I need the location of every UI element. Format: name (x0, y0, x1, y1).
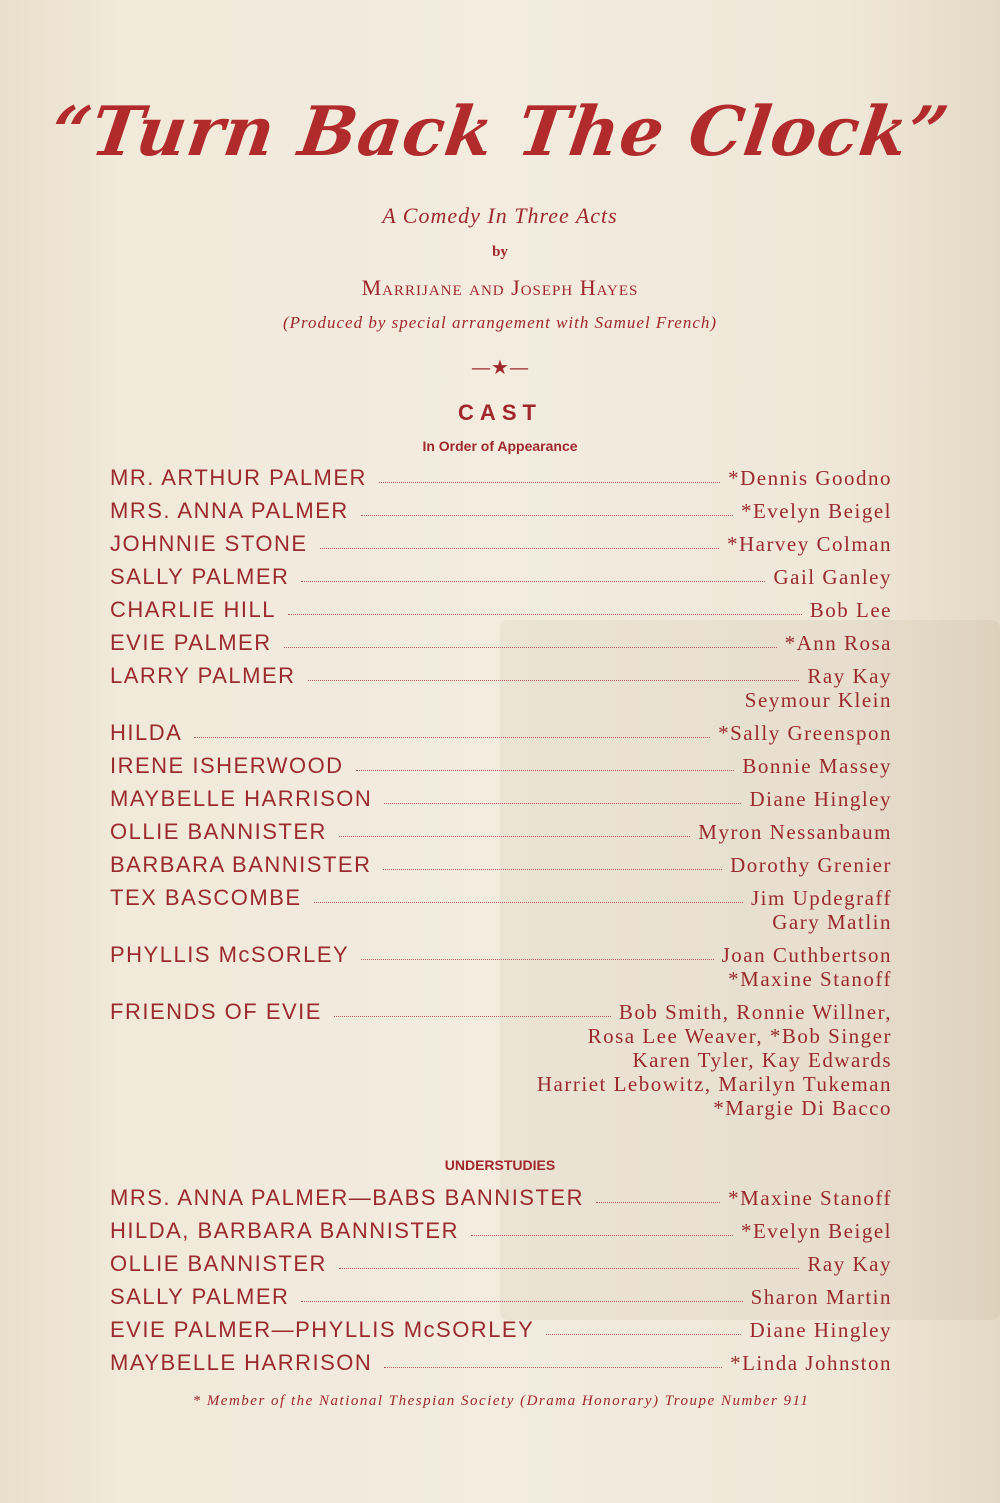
dotted-leader (361, 515, 733, 516)
row-line (110, 753, 892, 786)
row-line (110, 465, 892, 498)
dotted-leader (339, 836, 690, 837)
additional-actor: Rosa Lee Weaver, *Bob Singer (587, 1024, 892, 1048)
row-line (110, 1350, 892, 1383)
cast-heading: CAST (458, 400, 542, 425)
row-line (110, 1218, 892, 1251)
cast-row (110, 663, 892, 712)
dotted-leader (320, 548, 719, 549)
arrangement-note: (Produced by special arrangement with Samuel French) (282, 313, 718, 332)
cast-row (110, 597, 892, 630)
cast-row (110, 498, 892, 531)
dotted-leader (284, 647, 777, 648)
play-subtitle: A Comedy In Three Acts (382, 203, 618, 228)
dotted-leader (288, 614, 802, 615)
row-line (110, 1317, 892, 1350)
role-name: MRS. ANNA PALMER (110, 498, 349, 523)
cast-row (110, 942, 892, 991)
star-divider: —★— (471, 355, 529, 379)
understudy-row (110, 1251, 892, 1284)
role-name: SALLY PALMER (110, 564, 290, 589)
actor-name: Gail Ganley (773, 565, 892, 589)
actor-name: *Harvey Colman (726, 532, 892, 556)
row-line (110, 1185, 892, 1218)
understudy-list (110, 1185, 892, 1383)
actor-name: Ray Kay (807, 1252, 892, 1276)
understudy-row (110, 1317, 892, 1350)
cast-row (110, 786, 892, 819)
dotted-leader (301, 581, 765, 582)
role-name: MAYBELLE HARRISON (110, 1350, 373, 1375)
by-label: by (492, 244, 508, 260)
row-line (110, 597, 892, 630)
actor-name: Diane Hingley (749, 787, 892, 811)
actor-name: Jim Updegraff (751, 886, 892, 910)
dotted-leader (383, 869, 722, 870)
role-name: LARRY PALMER (110, 663, 296, 688)
role-name: EVIE PALMER (110, 630, 272, 655)
role-name: FRIENDS OF EVIE (110, 999, 322, 1024)
cast-row (110, 819, 892, 852)
actor-name: *Evelyn Beigel (740, 499, 892, 523)
role-name: MAYBELLE HARRISON (110, 786, 373, 811)
role-name: JOHNNIE STONE (110, 531, 308, 556)
dotted-leader (546, 1334, 741, 1335)
actor-name: Myron Nessanbaum (698, 820, 892, 844)
actor-name: Joan Cuthbertson (721, 943, 892, 967)
understudy-row (110, 1350, 892, 1383)
role-name: MRS. ANNA PALMER—BABS BANNISTER (110, 1185, 584, 1210)
order-heading: In Order of Appearance (422, 438, 578, 454)
actor-name: *Sally Greenspon (718, 721, 892, 745)
actor-name: Bob Smith, Ronnie Willner, (618, 1000, 892, 1024)
cast-row (110, 630, 892, 663)
additional-actor: Karen Tyler, Kay Edwards (632, 1048, 892, 1072)
role-name: EVIE PALMER—PHYLLIS McSORLEY (110, 1317, 535, 1342)
dotted-leader (194, 737, 710, 738)
additional-actor: Seymour Klein (744, 688, 892, 712)
role-name: BARBARA BANNISTER (110, 852, 372, 877)
row-line (110, 852, 892, 885)
actor-name: *Ann Rosa (784, 631, 892, 655)
actor-name: Sharon Martin (750, 1285, 892, 1309)
row-line (110, 1251, 892, 1284)
cast-row (110, 531, 892, 564)
dotted-leader (308, 680, 800, 681)
actor-name: Diane Hingley (749, 1318, 892, 1342)
dotted-leader (384, 1367, 722, 1368)
dotted-leader (356, 770, 735, 771)
actor-name: Ray Kay (807, 664, 892, 688)
dotted-leader (314, 902, 743, 903)
row-line (110, 819, 892, 852)
actor-name: Bob Lee (809, 598, 892, 622)
footnote: * Member of the National Thespian Society (Drama Honorary) Troupe Number 911 (192, 1393, 810, 1409)
additional-actor: *Maxine Stanoff (728, 967, 892, 991)
row-line (110, 720, 892, 753)
dotted-leader (361, 959, 713, 960)
dotted-leader (596, 1202, 720, 1203)
role-name: CHARLIE HILL (110, 597, 276, 622)
row-line (110, 1284, 892, 1317)
dotted-leader (471, 1235, 733, 1236)
role-name: SALLY PALMER (110, 1284, 290, 1309)
role-name: OLLIE BANNISTER (110, 819, 327, 844)
actor-name: Dorothy Grenier (730, 853, 892, 877)
row-line (110, 564, 892, 597)
cast-row (110, 465, 892, 498)
cast-list (110, 465, 892, 1128)
role-name: TEX BASCOMBE (110, 885, 302, 910)
cast-row (110, 564, 892, 597)
actor-name: *Evelyn Beigel (740, 1219, 892, 1243)
role-name: MR. ARTHUR PALMER (110, 465, 367, 490)
role-name: PHYLLIS McSORLEY (110, 942, 350, 967)
dotted-leader (379, 482, 720, 483)
actor-name: *Linda Johnston (730, 1351, 892, 1375)
row-line (110, 531, 892, 564)
cast-row (110, 885, 892, 934)
understudy-row (110, 1218, 892, 1251)
cast-row (110, 753, 892, 786)
additional-actor: *Margie Di Bacco (713, 1096, 892, 1120)
row-line (110, 498, 892, 531)
authors: Marrijane and Joseph Hayes (361, 275, 639, 300)
understudy-row (110, 1284, 892, 1317)
cast-row (110, 999, 892, 1120)
role-name: HILDA, BARBARA BANNISTER (110, 1218, 459, 1243)
understudies-heading: UNDERSTUDIES (444, 1157, 556, 1173)
play-title: “Turn Back The Clock” (46, 92, 954, 172)
row-line (110, 630, 892, 663)
role-name: IRENE ISHERWOOD (110, 753, 344, 778)
dotted-leader (334, 1016, 611, 1017)
actor-name: Bonnie Massey (742, 754, 892, 778)
additional-actor: Harriet Lebowitz, Marilyn Tukeman (536, 1072, 892, 1096)
cast-row (110, 720, 892, 753)
role-name: HILDA (110, 720, 183, 745)
dotted-leader (384, 803, 741, 804)
dotted-leader (301, 1301, 742, 1302)
actor-name: *Maxine Stanoff (728, 1186, 892, 1210)
row-line (110, 786, 892, 819)
cast-row (110, 852, 892, 885)
actor-name: *Dennis Goodno (728, 466, 892, 490)
additional-actor: Gary Matlin (772, 910, 892, 934)
role-name: OLLIE BANNISTER (110, 1251, 327, 1276)
understudy-row (110, 1185, 892, 1218)
dotted-leader (339, 1268, 800, 1269)
